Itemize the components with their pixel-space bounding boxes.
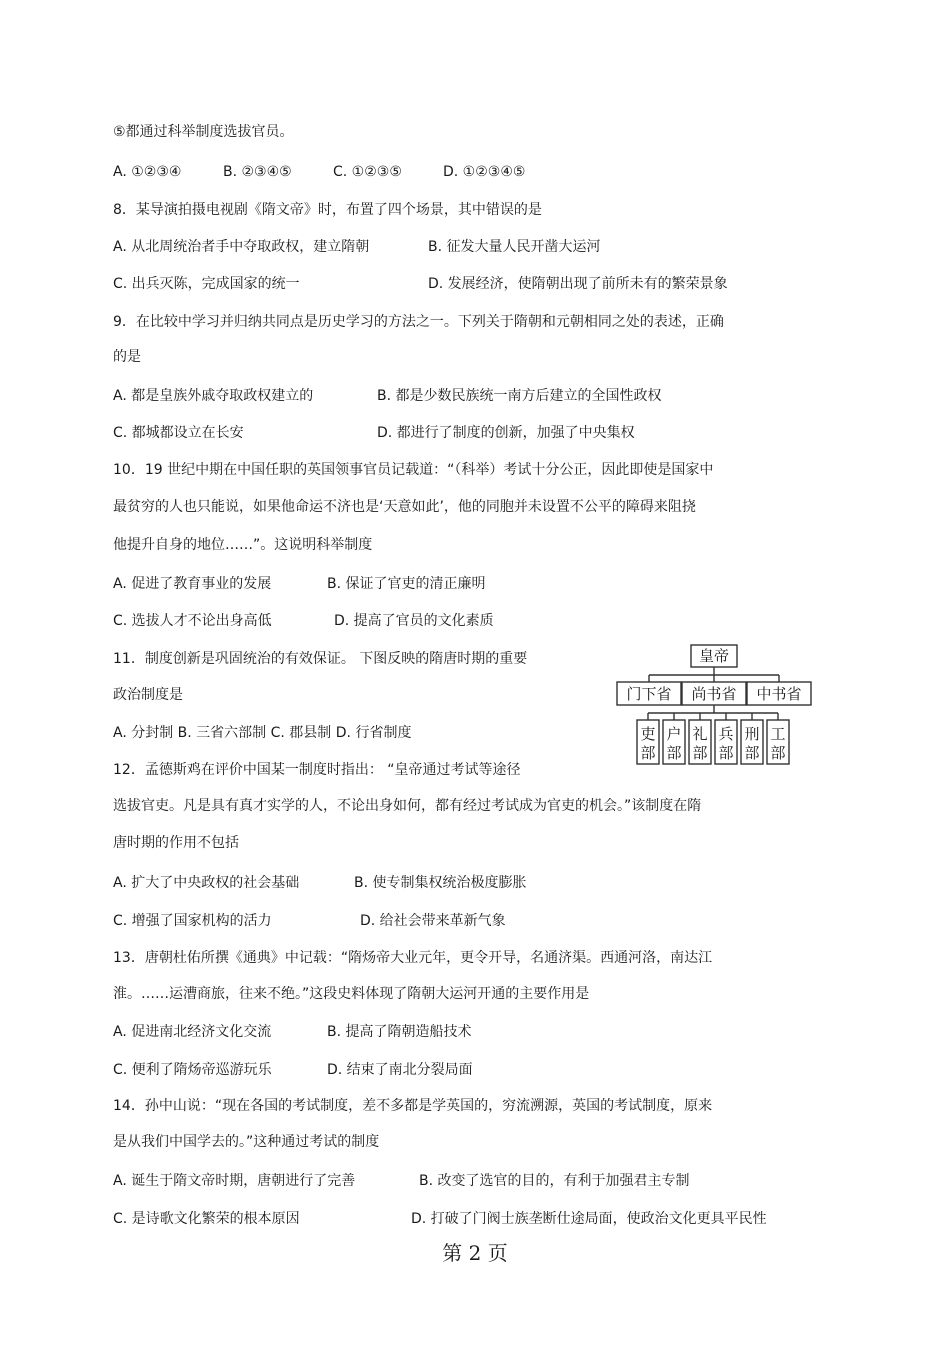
option-a: A. 都是皇族外戚夺取政权建立的 [113, 388, 314, 404]
zhongshu-label: 中书省 [756, 685, 802, 703]
q14-row2 [113, 1210, 767, 1228]
shangshu-box [682, 682, 746, 705]
three-departments-six-ministries-diagram [614, 643, 814, 768]
option-a: A. ①②③④ [113, 164, 182, 180]
question-9-cont: 的是 [113, 349, 141, 365]
question-11: 11．制度创新是巩固统治的有效保证。 下图反映的隋唐时期的重要 [113, 651, 528, 667]
ministry-char: 部 [744, 744, 760, 762]
text-line: ⑤都通过科举制度选拔官员。 [113, 124, 294, 140]
option-d: D. 提高了官员的文化素质 [334, 613, 494, 629]
option-b: B. ②③④⑤ [223, 164, 292, 180]
option-c: C. 增强了国家机构的活力 [113, 913, 272, 929]
q8-row1 [113, 238, 601, 256]
ministry-char: 工 [770, 725, 786, 743]
ministry-box-li-personnel [637, 720, 659, 764]
option-b: B. 改变了选官的目的，有利于加强君主专制 [419, 1173, 690, 1189]
q7-options [113, 163, 525, 181]
menxia-label: 门下省 [626, 685, 672, 703]
q13-row2 [113, 1061, 473, 1079]
option-c: C. 便利了隋炀帝巡游玩乐 [113, 1062, 272, 1078]
emperor-label: 皇帝 [698, 647, 730, 665]
emperor-box [691, 645, 737, 667]
ministry-char: 吏 [640, 725, 656, 743]
q12-row1 [113, 874, 527, 892]
ministry-char: 兵 [718, 725, 734, 743]
option-b: B. 提高了隋朝造船技术 [327, 1024, 472, 1040]
q12-row2 [113, 912, 506, 930]
question-14-cont: 是从我们中国学去的。”这种通过考试的制度 [113, 1134, 380, 1150]
q14-row1 [113, 1172, 690, 1190]
question-13: 13．唐朝杜佑所撰《通典》中记载：“隋炀帝大业元年，更令开导，名通济渠。西通河洛，南达江 [113, 950, 713, 966]
ministry-box-gong [767, 720, 789, 764]
q8-row2 [113, 275, 728, 293]
ministry-box-xing [741, 720, 763, 764]
option-d: D. ①②③④⑤ [443, 164, 526, 180]
option-b: B. 保证了官吏的清正廉明 [327, 576, 486, 592]
option-b: B. 都是少数民族统一南方后建立的全国性政权 [377, 388, 662, 404]
q9-row2 [113, 424, 635, 442]
option-c: C. 选拔人才不论出身高低 [113, 613, 272, 629]
ministry-char: 部 [692, 744, 708, 762]
option-a: A. 促进南北经济文化交流 [113, 1024, 272, 1040]
ministry-char: 部 [640, 744, 656, 762]
ministry-char: 礼 [692, 725, 708, 743]
question-12: 12．孟德斯鸡在评价中国某一制度时指出： “皇帝通过考试等途径 [113, 762, 521, 778]
q9-row1 [113, 387, 662, 405]
option-a: A. 从北周统治者手中夺取政权，建立隋朝 [113, 239, 370, 255]
shangshu-label: 尚书省 [691, 685, 737, 703]
question-12-cont: 选拔官吏。凡是具有真才实学的人，不论出身如何，都有经过考试成为官吏的机会。”该制度在隋 [113, 798, 702, 814]
zhongshu-box [747, 682, 811, 705]
option-b: B. 使专制集权统治极度膨胀 [354, 875, 527, 891]
question-13-cont: 淮。……运漕商旅，往来不绝。”这段史料体现了隋朝大运河开通的主要作用是 [113, 986, 590, 1002]
ministry-char: 刑 [744, 725, 760, 743]
option-d: D. 给社会带来革新气象 [360, 913, 506, 929]
question-11-cont: 政治制度是 [113, 687, 183, 703]
question-8: 8．某导演拍摄电视剧《隋文帝》时，布置了四个场景，其中错误的是 [113, 202, 542, 218]
option-a: A. 扩大了中央政权的社会基础 [113, 875, 300, 891]
option-d: D. 发展经济，使隋朝出现了前所未有的繁荣景象 [428, 276, 728, 292]
option-c: C. 是诗歌文化繁荣的根本原因 [113, 1211, 300, 1227]
ministry-char: 部 [770, 744, 786, 762]
page-number: 第 2 页 [442, 1241, 508, 1265]
question-10: 10．19 世纪中期在中国任职的英国领事官员记载道：“（科举）考试十分公正，因此即使是国家中 [113, 462, 714, 478]
option-c: C. ①②③⑤ [333, 164, 402, 180]
option-d: D. 都进行了制度的创新，加强了中央集权 [377, 425, 635, 441]
q10-row2 [113, 612, 494, 630]
option-c: C. 出兵灭陈，完成国家的统一 [113, 276, 300, 292]
ministry-box-hu [663, 720, 685, 764]
ministry-char: 户 [666, 725, 682, 743]
question-9: 9．在比较中学习并归纳共同点是历史学习的方法之一。下列关于隋朝和元朝相同之处的表述，正确 [113, 314, 724, 330]
question-12-cont: 唐时期的作用不包括 [113, 835, 239, 851]
option-a: A. 促进了教育事业的发展 [113, 576, 272, 592]
option-d: D. 结束了南北分裂局面 [327, 1062, 473, 1078]
q10-row1 [113, 575, 486, 593]
ministry-char: 部 [666, 744, 682, 762]
question-10-cont: 他提升自身的地位……”。这说明科举制度 [113, 537, 373, 553]
question-14: 14．孙中山说：“现在各国的考试制度，差不多都是学英国的，穷流溯源，英国的考试制度，原来 [113, 1098, 713, 1114]
menxia-box [617, 682, 681, 705]
option-c: C. 都城都设立在长安 [113, 425, 244, 441]
q13-row1 [113, 1023, 472, 1041]
question-10-cont: 最贫穷的人也只能说，如果他命运不济也是‘天意如此’，他的同胞并未设置不公平的障碍来阻挠 [113, 499, 696, 515]
q11-options: A. 分封制 B. 三省六部制 C. 郡县制 D. 行省制度 [113, 725, 412, 741]
option-b: B. 征发大量人民开凿大运河 [428, 239, 601, 255]
ministry-box-li-rites [689, 720, 711, 764]
option-a: A. 诞生于隋文帝时期，唐朝进行了完善 [113, 1173, 356, 1189]
option-d: D. 打破了门阀士族垄断仕途局面，使政治文化更具平民性 [411, 1211, 767, 1227]
ministry-char: 部 [718, 744, 734, 762]
ministry-box-bing [715, 720, 737, 764]
